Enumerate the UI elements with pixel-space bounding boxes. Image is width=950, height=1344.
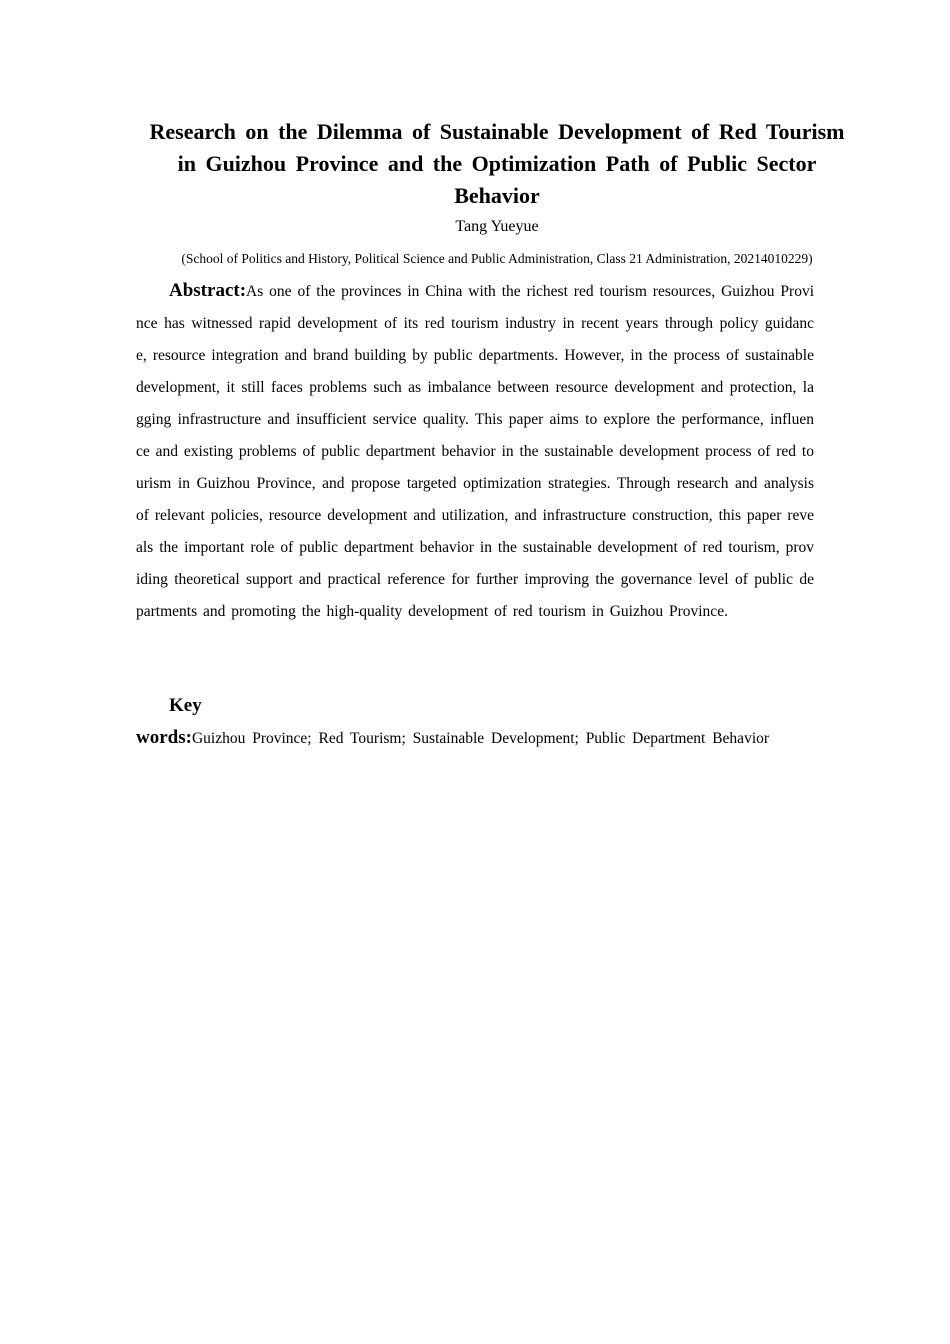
keywords-label-second-line: words: [136,727,192,748]
author-affiliation: (School of Politics and History, Political Science and Public Administration, Class 21 Administration, 20214010229) [181,251,813,266]
paper-title: Research on the Dilemma of Sustainable Development of Red Tourism in Guizhou Province and the Optimization Path of Public Sector Behavior [149,119,845,208]
keywords-text: Guizhou Province; Red Tourism; Sustainable Development; Public Department Behavior [191,730,770,747]
keywords-label-first-line: Key [169,695,202,716]
abstract-text: As one of the provinces in China with the richest red tourism resources, Guizhou Province has witnessed rapid development of its red tourism industry in recent years through policy guidance, resource integration and brand building by public departments. However, in the process of sustainable development, it still faces problems such as imbalance between resource development and protection, lagging infrastructure and insufficient service quality. This paper aims to explore the performance, influence and existing problems of public department behavior in the sustainable development process of red tourism in Guizhou Province, and propose targeted optimization strategies. Through research and analysis of relevant policies, resource development and utilization, and infrastructure construction, this paper reveals the important role of public department behavior in the sustainable development of red tourism, providing theoretical support and practical reference for further improving the governance level of public departments and promoting the high-quality development of red tourism in Guizhou Province. [136,283,814,620]
author-name: Tang Yueyue [455,218,539,235]
keywords-paragraph [136,690,814,755]
abstract-label: Abstract: [169,280,247,301]
abstract-paragraph [136,275,814,628]
